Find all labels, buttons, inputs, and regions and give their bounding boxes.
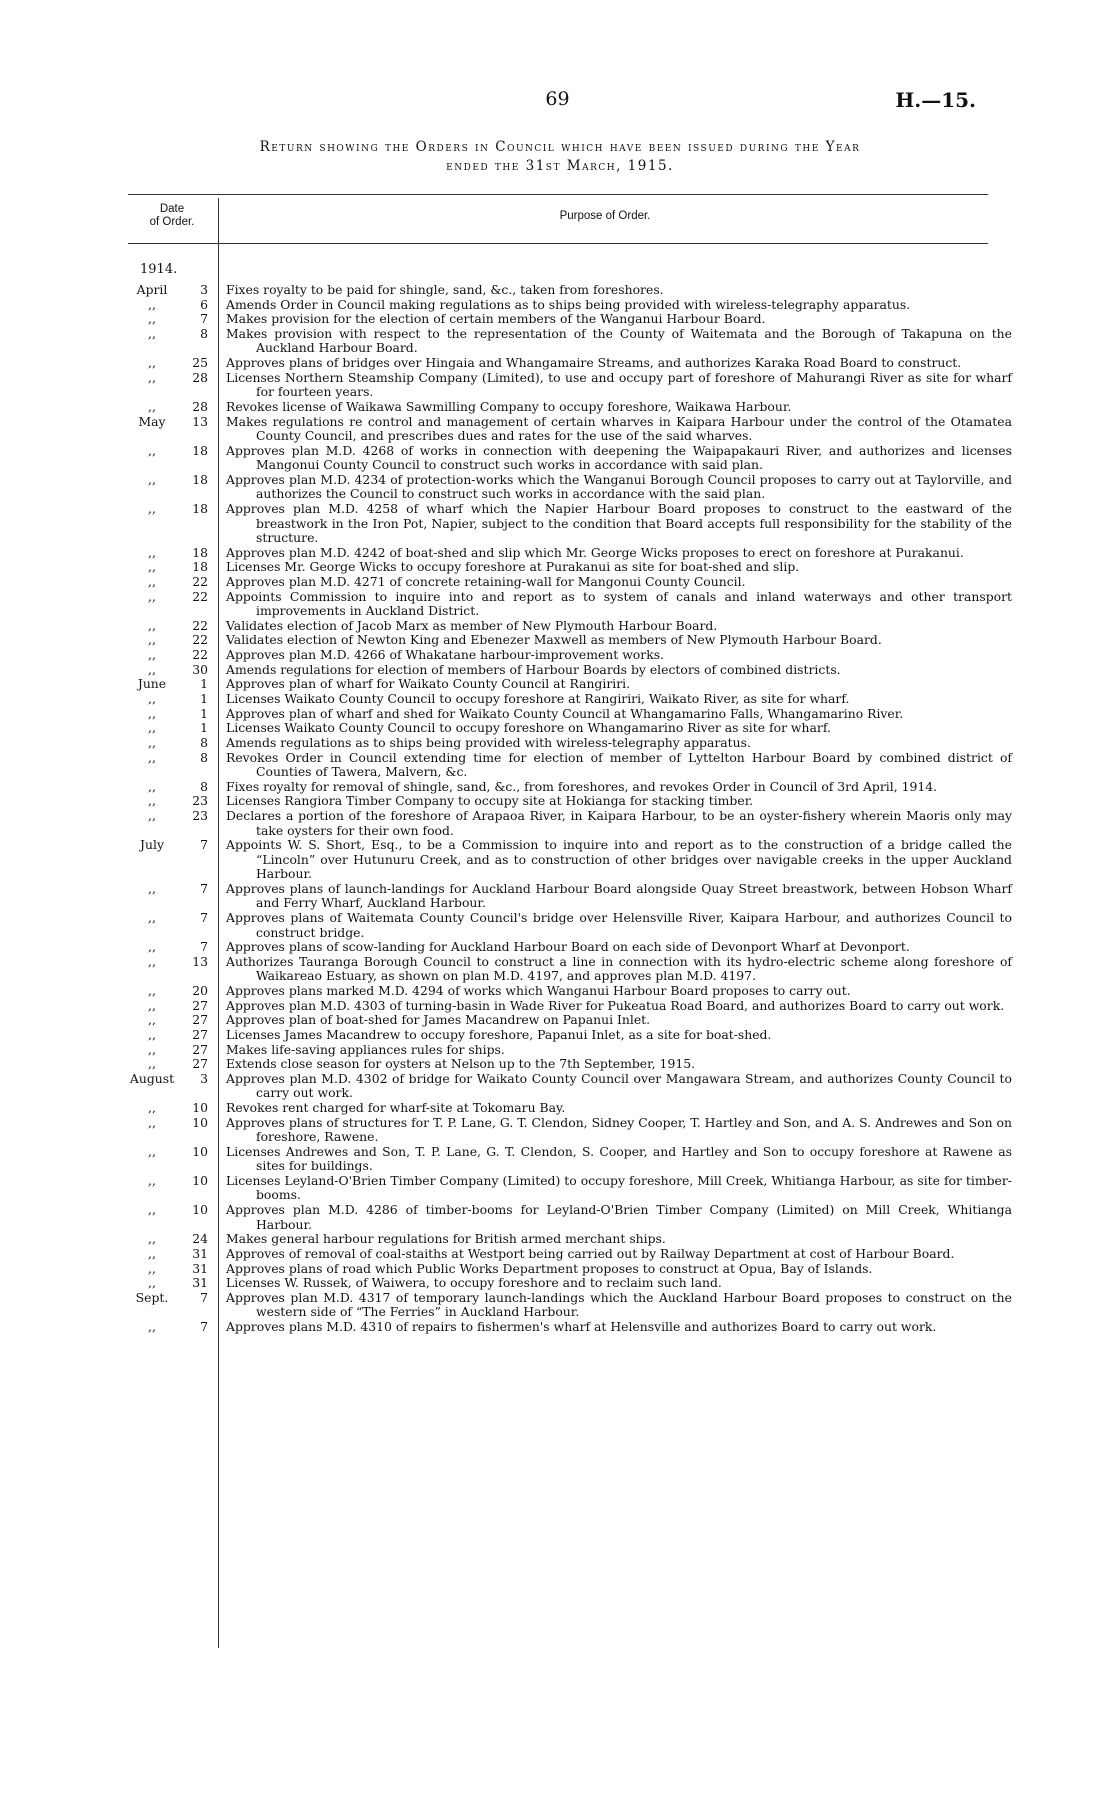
row-purpose: Approves plan M.D. 4266 of Whakatane harbour-improvement works. [226, 647, 664, 663]
row-day: 8 [200, 325, 208, 341]
row-day: 10 [192, 1100, 208, 1115]
row-day: 1 [200, 676, 208, 692]
row-month: ,, [148, 749, 156, 765]
row-month: ,, [148, 778, 156, 794]
header-rule-bottom [128, 243, 988, 244]
row-purpose: Approves plan of wharf and shed for Waikato County Council at Whangamarino Falls, Whangamarino River. [226, 705, 904, 721]
row-month: ,, [148, 296, 156, 312]
row-day: 18 [192, 442, 208, 458]
row-month: ,, [148, 1231, 156, 1247]
row-day: 7 [200, 837, 208, 853]
row-day: 30 [192, 661, 208, 677]
row-day: 1 [200, 691, 208, 706]
document-reference: H.—15. [895, 88, 976, 112]
row-day: 18 [192, 559, 208, 575]
row-month: ,, [148, 1143, 156, 1159]
row-day: 22 [192, 617, 208, 633]
year-label: 1914. [140, 262, 178, 277]
row-month: ,, [148, 617, 156, 633]
row-month: ,, [148, 1012, 156, 1028]
row-day: 27 [192, 1041, 208, 1057]
header-rule-top [128, 194, 988, 195]
row-day: 13 [192, 953, 208, 969]
row-month: ,, [148, 369, 156, 385]
row-month: ,, [148, 1319, 156, 1334]
row-day: 22 [192, 647, 208, 663]
row-purpose: Amends regulations as to ships being provided with wireless-telegraphy apparatus. [226, 734, 751, 750]
row-purpose: Approves plans of scow-landing for Auckland Harbour Board on each side of Devonport Wharf at Devonport. [226, 939, 910, 955]
row-purpose: Makes provision with respect to the representation of the County of Waitemata and the Borough of Takapuna on the Auckland Harbour Board. [226, 325, 1012, 356]
row-purpose: Approves plan M.D. 4268 of works in connection with deepening the Waipapakauri River, and authorizes and licenses Mangonui County Council to construct such works in accordance with said plan. [226, 442, 1012, 473]
row-day: 8 [200, 734, 208, 750]
page-title [130, 138, 990, 176]
row-day: 28 [192, 398, 208, 414]
row-purpose: Amends Order in Council making regulations as to ships being provided with wireless-telegraphy apparatus. [226, 296, 911, 312]
row-purpose: Makes regulations re control and management of certain wharves in Kaipara Harbour under the control of the Otamatea County Council, and prescribes dues and rates for the use of the said wharves. [226, 413, 1012, 444]
row-day: 18 [192, 544, 208, 560]
row-purpose: Declares a portion of the foreshore of Arapaoa River, in Kaipara Harbour, to be an oyster-fishery wherein Maoris only may take oysters for their own food. [226, 808, 1012, 838]
row-purpose: Approves plans of bridges over Hingaia and Whangamaire Streams, and authorizes Karaka Road Board to construct. [226, 355, 962, 371]
page-number: 69 [545, 88, 570, 110]
row-purpose: Validates election of Jacob Marx as member of New Plymouth Harbour Board. [226, 617, 718, 633]
row-day: 1 [200, 720, 208, 736]
row-day: 3 [200, 1070, 208, 1086]
row-month: July [140, 837, 164, 853]
row-purpose: Approves plan of wharf for Waikato County Council at Rangiriri. [226, 676, 631, 692]
column-header-date [132, 203, 212, 229]
row-day: 25 [192, 355, 208, 371]
row-month: ,, [148, 1260, 156, 1276]
row-purpose: Approves plan M.D. 4271 of concrete retaining-wall for Mangonui County Council. [226, 573, 746, 589]
row-month: ,, [148, 311, 156, 327]
row-day: 22 [192, 588, 208, 604]
row-purpose: Approves plan M.D. 4286 of timber-booms for Leyland-O'Brien Timber Company (Limited) on Mill Creek, Whitianga Harbour. [226, 1202, 1012, 1232]
row-month: August [129, 1070, 175, 1086]
row-month: ,, [148, 705, 156, 721]
row-month: ,, [148, 1100, 156, 1115]
row-month: ,, [148, 632, 156, 648]
row-day: 31 [192, 1275, 208, 1291]
row-purpose: Licenses W. Russek, of Waiwera, to occupy foreshore and to reclaim such land. [226, 1275, 722, 1291]
row-day: 8 [200, 749, 208, 765]
row-month: Sept. [135, 1289, 169, 1305]
row-day: 7 [200, 880, 208, 896]
row-month: ,, [148, 1041, 156, 1057]
row-month: ,, [148, 559, 156, 575]
title-line-1: Return showing the Orders in Council which have been issued during the Year [259, 139, 861, 155]
row-day: 1 [200, 705, 208, 721]
row-month: ,, [148, 398, 156, 414]
row-month: ,, [148, 808, 156, 824]
row-month: June [137, 676, 167, 692]
row-day: 24 [192, 1231, 208, 1247]
row-month: ,, [148, 1245, 156, 1261]
row-day: 23 [192, 793, 208, 809]
row-purpose: Licenses Northern Steamship Company (Limited), to use and occupy part of foreshore of Mahurangi River as site for wharf for fourteen years. [226, 369, 1012, 400]
row-day: 31 [192, 1260, 208, 1276]
row-purpose: Approves plan M.D. 4234 of protection-works which the Wanganui Borough Council proposes to carry out at Taylorville, and authorizes the Council to construct such works in accordance with the said plan. [226, 471, 1012, 502]
row-day: 22 [192, 573, 208, 589]
row-purpose: Approves plan M.D. 4258 of wharf which the Napier Harbour Board proposes to construct to the eastward of the breastwork in the Iron Pot, Napier, subject to the condition that Board accepts full responsibility for the stability of the structure. [226, 501, 1012, 545]
row-day: 10 [192, 1143, 208, 1159]
row-month: ,, [148, 573, 156, 589]
row-month: ,, [148, 588, 156, 604]
row-day: 18 [192, 501, 208, 516]
row-month: ,, [148, 1056, 156, 1072]
title-line-2: ended the 31st March, 1915. [446, 158, 674, 174]
row-month: ,, [148, 997, 156, 1013]
row-month: ,, [148, 793, 156, 809]
row-purpose: Licenses James Macandrew to occupy foreshore, Papanui Inlet, as a site for boat-shed. [226, 1026, 772, 1042]
row-purpose: Approves plans of structures for T. P. Lane, G. T. Clendon, Sidney Cooper, T. Hartley and Son, and A. S. Andrewes and Son on foreshore, Rawene. [226, 1114, 1012, 1145]
row-purpose: Approves plans of road which Public Works Department proposes to construct at Opua, Bay of Islands. [226, 1260, 873, 1276]
row-day: 10 [192, 1172, 208, 1188]
row-purpose: Licenses Andrewes and Son, T. P. Lane, G. T. Clendon, S. Cooper, and Hartley and Son to occupy foreshore at Rawene as sites for buildings. [226, 1143, 1012, 1174]
row-purpose: Licenses Leyland-O'Brien Timber Company (Limited) to occupy foreshore, Mill Creek, Whitianga Harbour, as site for timber-booms. [226, 1172, 1012, 1203]
row-purpose: Makes provision for the election of certain members of the Wanganui Harbour Board. [226, 311, 766, 327]
row-purpose: Licenses Waikato County Council to occupy foreshore on Whangamarino River as site for wharf. [226, 720, 831, 736]
row-purpose: Makes general harbour regulations for British armed merchant ships. [226, 1231, 666, 1247]
row-day: 18 [192, 471, 208, 487]
row-purpose: Revokes license of Waikawa Sawmilling Company to occupy foreshore, Waikawa Harbour. [226, 398, 792, 414]
row-day: 7 [200, 1289, 208, 1305]
row-day: 23 [192, 808, 208, 824]
row-month: ,, [148, 1026, 156, 1042]
row-month: ,, [148, 880, 156, 896]
column-header-purpose: Purpose of Order. [559, 210, 651, 222]
row-day: 3 [200, 282, 208, 297]
row-purpose: Approves plans marked M.D. 4294 of works which Wanganui Harbour Board proposes to carry out. [226, 982, 851, 998]
row-month: ,, [148, 501, 156, 516]
row-purpose: Fixes royalty for removal of shingle, sand, &c., from foreshores, and revokes Order in Council of 3rd April, 1914. [226, 778, 938, 794]
row-month: ,, [148, 720, 156, 736]
row-purpose: Licenses Mr. George Wicks to occupy foreshore at Purakanui as site for boat-shed and slip. [226, 559, 800, 575]
row-purpose: Approves plans of launch-landings for Auckland Harbour Board alongside Quay Street breastwork, between Hobson Wharf and Ferry Wharf, Auckland Harbour. [226, 880, 1012, 911]
row-purpose: Approves plan of boat-shed for James Macandrew on Papanui Inlet. [226, 1012, 651, 1028]
row-day: 6 [200, 296, 208, 312]
row-month: ,, [148, 939, 156, 955]
row-purpose: Authorizes Tauranga Borough Council to construct a line in connection with its hydro-electric scheme along foreshore of Waikareao Estuary, as shown on plan M.D. 4197, and approves plan M.D. 4197. [226, 953, 1012, 984]
row-day: 7 [200, 311, 208, 327]
column-header-date-line-1: Date [159, 203, 185, 215]
row-day: 27 [192, 997, 208, 1013]
row-day: 27 [192, 1012, 208, 1028]
row-purpose: Makes life-saving appliances rules for ships. [226, 1041, 505, 1057]
row-day: 7 [200, 939, 208, 955]
row-day: 7 [200, 1319, 208, 1334]
row-day: 10 [192, 1114, 208, 1130]
row-month: ,, [148, 734, 156, 750]
row-month: April [136, 282, 168, 297]
row-purpose: Approves plan M.D. 4302 of bridge for Waikato County Council over Mangawara Stream, and authorizes County Council to carry out work. [226, 1070, 1012, 1101]
row-month: ,, [148, 1275, 156, 1291]
row-month: May [138, 413, 166, 429]
row-month: ,, [148, 355, 156, 371]
row-purpose: Licenses Rangiora Timber Company to occupy site at Hokianga for stacking timber. [226, 793, 754, 809]
row-purpose: Validates election of Newton King and Ebenezer Maxwell as members of New Plymouth Harbour Board. [226, 632, 882, 648]
row-day: 13 [192, 413, 208, 429]
row-day: 27 [192, 1026, 208, 1042]
row-month: ,, [148, 982, 156, 998]
row-month: ,, [148, 953, 156, 969]
row-month: ,, [148, 691, 156, 706]
row-month: ,, [148, 661, 156, 677]
row-purpose: Revokes rent charged for wharf-site at Tokomaru Bay. [226, 1100, 566, 1115]
row-month: ,, [148, 1114, 156, 1130]
row-purpose: Fixes royalty to be paid for shingle, sand, &c., taken from foreshores. [226, 282, 664, 297]
row-purpose: Amends regulations for election of members of Harbour Boards by electors of combined districts. [226, 661, 841, 677]
row-purpose: Approves plans of Waitemata County Council's bridge over Helensville River, Kaipara Harbour, and authorizes Council to construct bridge. [226, 910, 1012, 940]
row-purpose: Approves plan M.D. 4242 of boat-shed and slip which Mr. George Wicks proposes to erect on foreshore at Purakanui. [226, 544, 964, 560]
row-month: ,, [148, 471, 156, 487]
row-month: ,, [148, 544, 156, 560]
row-month: ,, [148, 910, 156, 925]
row-month: ,, [148, 647, 156, 663]
row-purpose: Licenses Waikato County Council to occupy foreshore at Rangiriri, Waikato River, as site for wharf. [226, 691, 850, 706]
column-divider [218, 198, 219, 1648]
row-purpose: Approves plans M.D. 4310 of repairs to fishermen's wharf at Helensville and authorizes Board to carry out work. [226, 1319, 937, 1334]
row-day: 7 [200, 910, 208, 925]
row-day: 27 [192, 1056, 208, 1072]
row-day: 31 [192, 1245, 208, 1261]
row-purpose: Approves plan M.D. 4303 of turning-basin in Wade River for Pukeatua Road Board, and authorizes Board to carry out work. [226, 997, 1005, 1013]
row-day: 8 [200, 778, 208, 794]
row-day: 10 [192, 1202, 208, 1218]
row-purpose: Revokes Order in Council extending time for election of member of Lyttelton Harbour Board by combined district of Counties of Tawera, Malvern, &c. [226, 749, 1012, 780]
row-purpose: Appoints Commission to inquire into and report as to system of canals and inland waterways and other transport improvements in Auckland District. [226, 588, 1012, 619]
row-month: ,, [148, 325, 156, 341]
row-day: 20 [192, 982, 208, 998]
row-purpose: Approves plan M.D. 4317 of temporary launch-landings which the Auckland Harbour Board proposes to construct on the western side of “The Ferries” in Auckland Harbour. [226, 1289, 1012, 1320]
row-month: ,, [148, 1172, 156, 1188]
row-purpose: Appoints W. S. Short, Esq., to be a Commission to inquire into and report as to the construction of a bridge called the “Lincoln” over Hutunuru Creek, and as to construction of other bridges over navigable creeks in the upper Auckland Harbour. [226, 837, 1012, 882]
row-purpose: Approves of removal of coal-staiths at Westport being carried out by Railway Department at cost of Harbour Board. [226, 1245, 955, 1261]
row-purpose: Extends close season for oysters at Nelson up to the 7th September, 1915. [226, 1056, 696, 1072]
row-month: ,, [148, 1202, 156, 1218]
row-day: 28 [192, 369, 208, 385]
row-month: ,, [148, 442, 156, 458]
column-header-date-line-2: of Order. [149, 216, 195, 228]
row-day: 22 [192, 632, 208, 648]
